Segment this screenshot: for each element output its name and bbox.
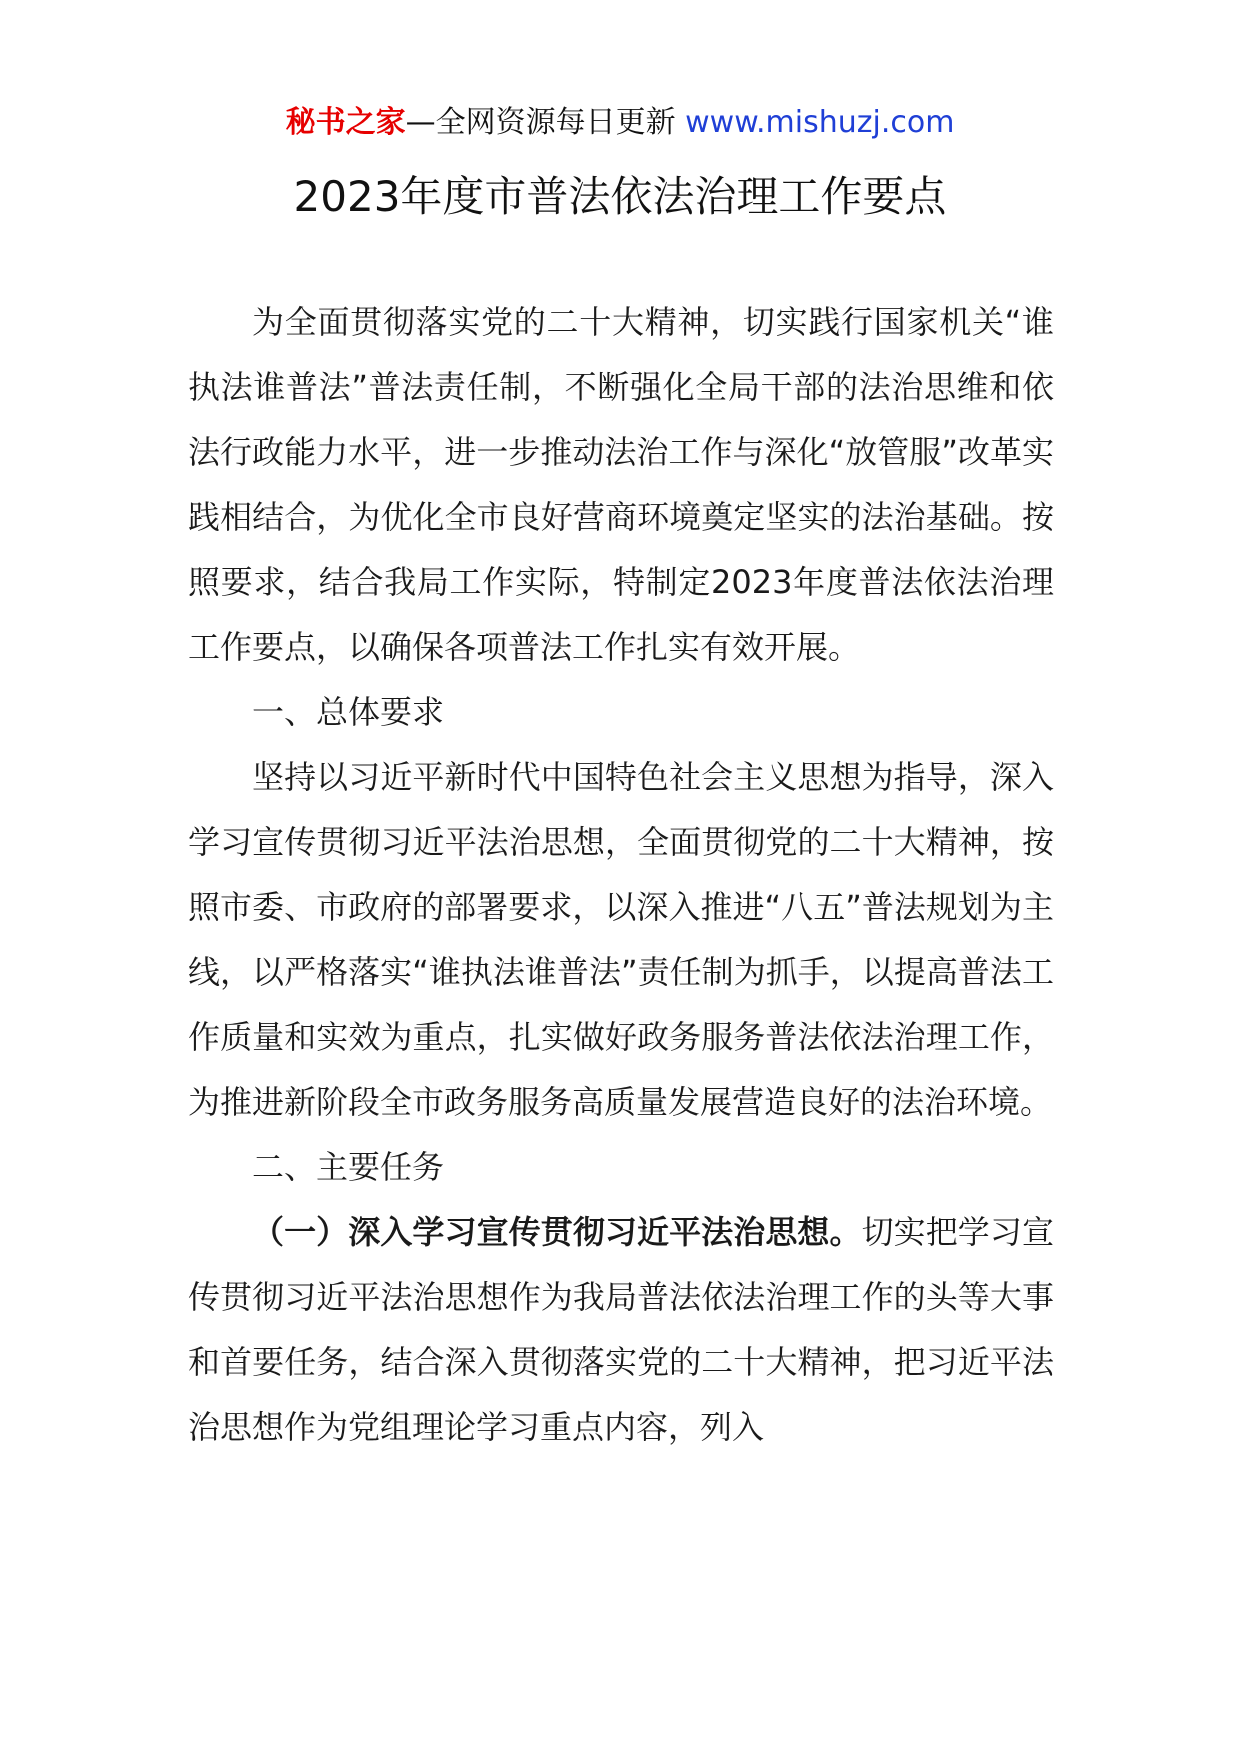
task-1-heading: （一）深入学习宣传贯彻习近平法治思想。 bbox=[252, 1213, 862, 1251]
header-slogan: —全网资源每日更新 bbox=[405, 105, 686, 140]
task-1-text: 切实把学习宣传贯彻习近平法治思想作为我局普法依法治理工作的头等大事和首要任务，结合深入贯彻落实党的二十大精神，把习近平法治思想作为党组理论学习重点内容，列入 bbox=[188, 1213, 1054, 1446]
task-1-paragraph bbox=[188, 1200, 1054, 1460]
document-title: 2023年度市普法依法治理工作要点 bbox=[293, 172, 947, 221]
section-heading-general: 一、总体要求 bbox=[252, 693, 445, 731]
site-header bbox=[0, 98, 1240, 148]
general-requirements-paragraph: 坚持以习近平新时代中国特色社会主义思想为指导，深入学习宣传贯彻习近平法治思想，全面贯彻党的二十大精神，按照市委、市政府的部署要求，以深入推进“八五”普法规划为主线，以严格落实“谁执法谁普法”责任制为抓手，以提高普法工作质量和实效为重点，扎实做好政务服务普法依法治理工作，为推进新阶段全市政务服务高质量发展营造良好的法治环境。 bbox=[188, 758, 1054, 1121]
site-url-link[interactable]: www.mishuzj.com bbox=[685, 105, 955, 140]
section-heading-tasks: 二、主要任务 bbox=[252, 1148, 445, 1186]
brand-name: 秘书之家 bbox=[285, 105, 406, 140]
intro-paragraph: 为全面贯彻落实党的二十大精神，切实践行国家机关“谁执法谁普法”普法责任制，不断强化全局干部的法治思维和依法行政能力水平，进一步推动法治工作与深化“放管服”改革实践相结合，为优化全市良好营商环境奠定坚实的法治基础。按照要求，结合我局工作实际，特制定2023年度普法依法治理工作要点，以确保各项普法工作扎实有效开展。 bbox=[188, 303, 1054, 666]
document-body bbox=[188, 290, 1054, 1460]
